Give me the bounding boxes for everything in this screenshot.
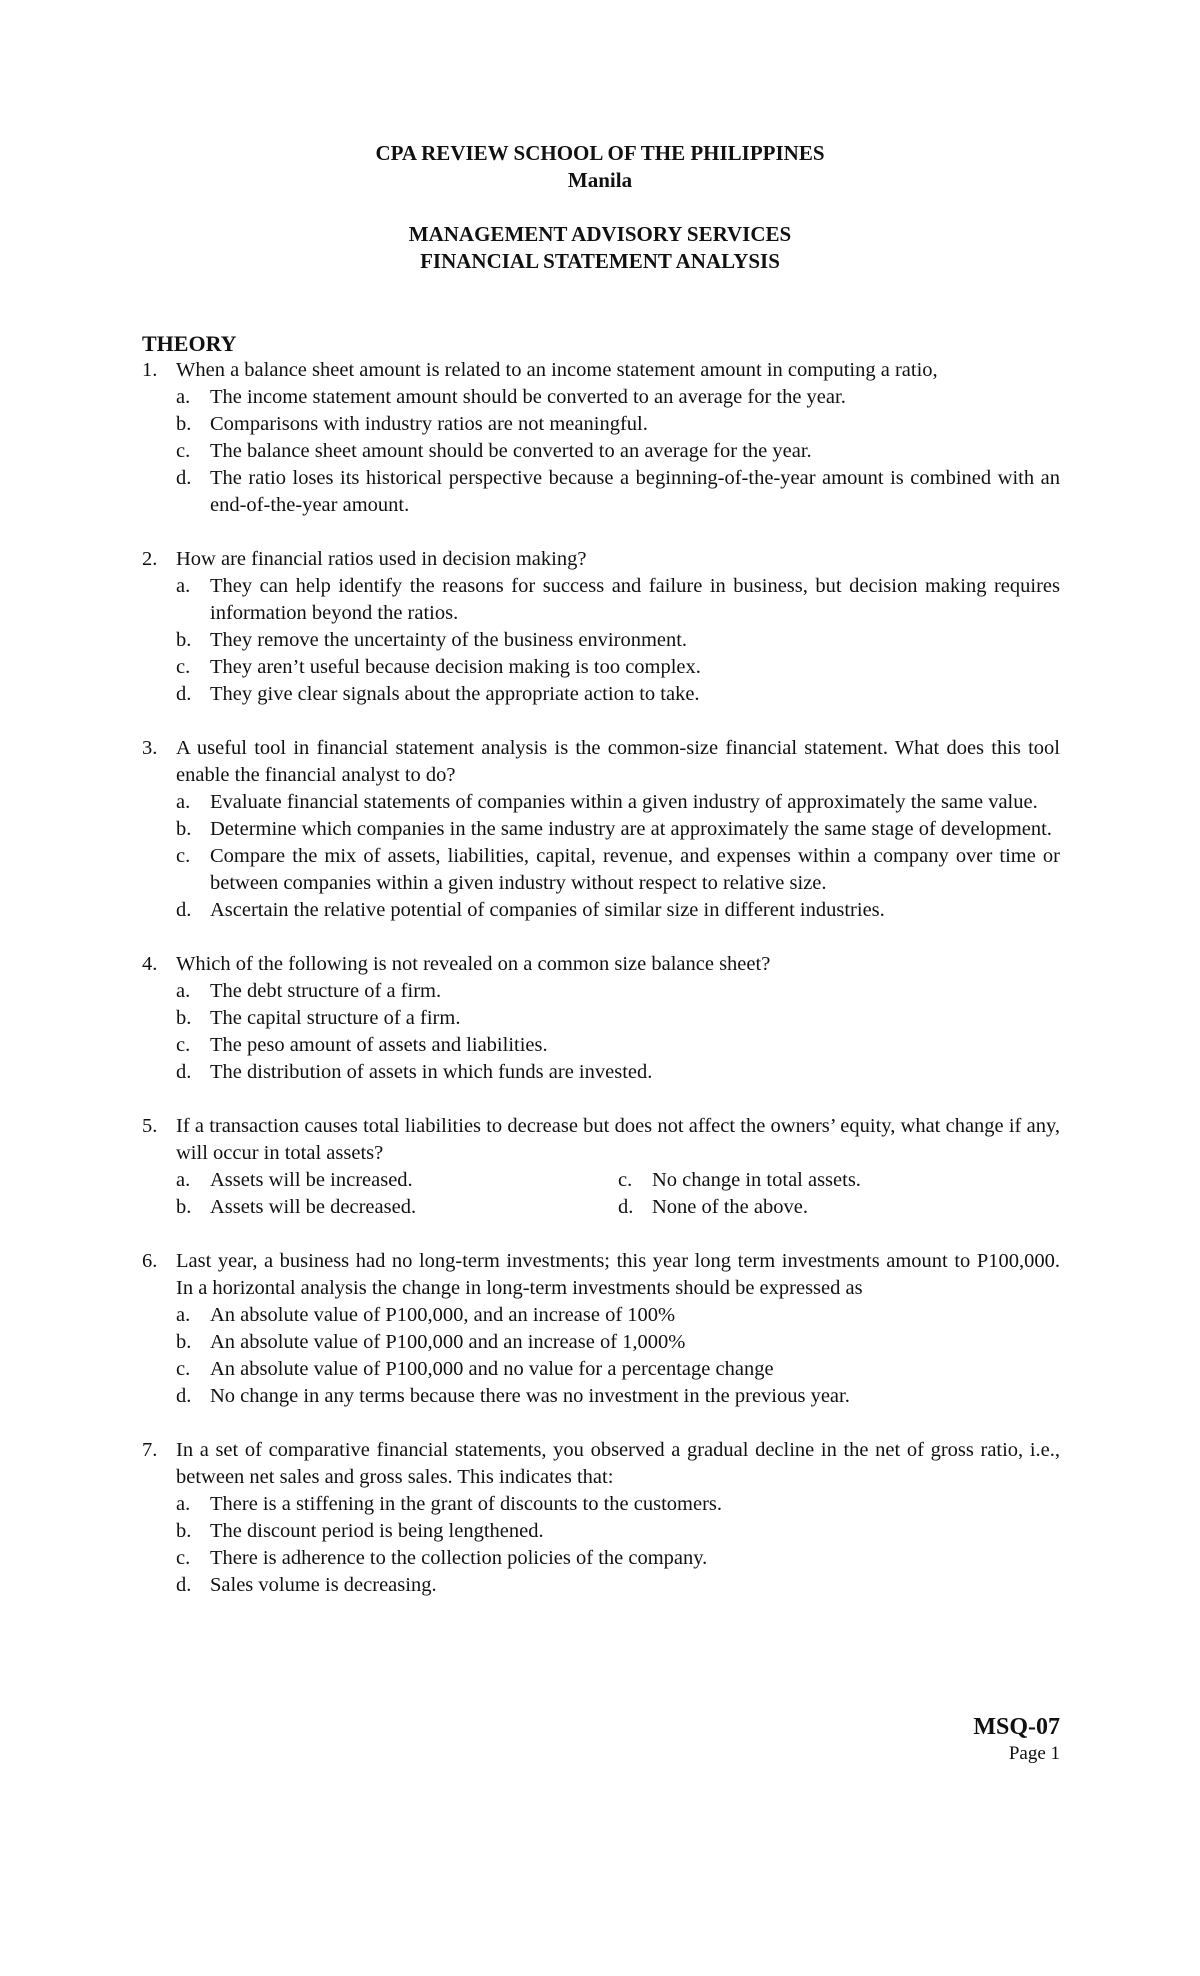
option-letter: c. bbox=[176, 845, 191, 867]
option-text: Sales volume is decreasing. bbox=[210, 1574, 437, 1596]
option-letter: a. bbox=[176, 386, 191, 408]
option-text: The distribution of assets in which funds are invested. bbox=[210, 1061, 653, 1083]
school-city: Manila bbox=[567, 168, 633, 192]
option-text: They aren’t useful because decision making is too complex. bbox=[210, 656, 701, 678]
option-text: The discount period is being lengthened. bbox=[210, 1520, 544, 1542]
option-text: Assets will be decreased. bbox=[210, 1196, 417, 1218]
question-2 bbox=[142, 546, 1060, 708]
question-number: 3. bbox=[142, 737, 158, 759]
option bbox=[176, 411, 1060, 438]
option-text: An absolute value of P100,000, and an increase of 100% bbox=[210, 1304, 676, 1326]
question-text: Last year, a business had no long-term investments; this year long term investments amount to P100,000. In a horizontal analysis the change in long-term investments should be expressed as bbox=[176, 1250, 1060, 1299]
question-number: 5. bbox=[142, 1115, 158, 1137]
document-header bbox=[0, 140, 1200, 275]
option-text: An absolute value of P100,000 and an increase of 1,000% bbox=[210, 1331, 686, 1353]
topic-title: FINANCIAL STATEMENT ANALYSIS bbox=[420, 249, 780, 273]
question-1 bbox=[142, 357, 1060, 519]
option-text: Ascertain the relative potential of companies of similar size in different industries. bbox=[210, 899, 885, 921]
option-text: No change in any terms because there was no investment in the previous year. bbox=[210, 1385, 850, 1407]
option-letter: d. bbox=[176, 899, 192, 921]
question-number: 6. bbox=[142, 1250, 158, 1272]
option-letter: b. bbox=[176, 413, 192, 435]
option bbox=[176, 1032, 1060, 1059]
page-number: Page 1 bbox=[1008, 1743, 1060, 1764]
question-number: 7. bbox=[142, 1439, 158, 1461]
option-letter: c. bbox=[176, 656, 191, 678]
question-text: How are financial ratios used in decision making? bbox=[176, 548, 587, 570]
option bbox=[176, 1194, 618, 1221]
option bbox=[176, 1356, 1060, 1383]
option-letter: b. bbox=[176, 1007, 192, 1029]
document-code: MSQ-07 bbox=[973, 1714, 1060, 1740]
option-letter: a. bbox=[176, 791, 191, 813]
option bbox=[176, 1545, 1060, 1572]
option bbox=[176, 681, 1060, 708]
question-7 bbox=[142, 1437, 1060, 1599]
option-letter: d. bbox=[176, 683, 192, 705]
option bbox=[176, 1491, 1060, 1518]
option-letter: a. bbox=[176, 1169, 191, 1191]
option bbox=[176, 1167, 618, 1194]
option bbox=[618, 1194, 1060, 1221]
option bbox=[176, 816, 1060, 843]
question-6 bbox=[142, 1248, 1060, 1410]
page-footer bbox=[973, 1712, 1060, 1766]
option-letter: c. bbox=[176, 1358, 191, 1380]
option-letter: d. bbox=[176, 1061, 192, 1083]
option bbox=[176, 573, 1060, 627]
option bbox=[176, 897, 1060, 924]
section-title: THEORY bbox=[142, 331, 237, 356]
option-text: The debt structure of a firm. bbox=[210, 980, 442, 1002]
question-4 bbox=[142, 951, 1060, 1086]
option bbox=[176, 1059, 1060, 1086]
question-3 bbox=[142, 735, 1060, 924]
question-number: 2. bbox=[142, 548, 158, 570]
question-text: If a transaction causes total liabilities to decrease but does not affect the owners’ equity, what change if any, will occur in total assets? bbox=[176, 1115, 1060, 1164]
option bbox=[176, 1572, 1060, 1599]
option-letter: a. bbox=[176, 575, 191, 597]
option-text: The capital structure of a firm. bbox=[210, 1007, 461, 1029]
option bbox=[176, 1329, 1060, 1356]
option-text: Determine which companies in the same industry are at approximately the same stage of development. bbox=[210, 818, 1052, 840]
option bbox=[176, 384, 1060, 411]
option-text: They give clear signals about the appropriate action to take. bbox=[210, 683, 700, 705]
option-text: Evaluate financial statements of companies within a given industry of approximately the same value. bbox=[210, 791, 1038, 813]
option-letter: c. bbox=[176, 1547, 191, 1569]
question-text: In a set of comparative financial statements, you observed a gradual decline in the net of gross ratio, i.e., between net sales and gross sales. This indicates that: bbox=[176, 1439, 1060, 1488]
option-letter: d. bbox=[176, 1385, 192, 1407]
option-letter: b. bbox=[176, 1196, 192, 1218]
question-number: 4. bbox=[142, 953, 158, 975]
option-text: The income statement amount should be converted to an average for the year. bbox=[210, 386, 846, 408]
option-text: There is adherence to the collection policies of the company. bbox=[210, 1547, 708, 1569]
question-text: A useful tool in financial statement analysis is the common-size financial statement. What does this tool enable the financial analyst to do? bbox=[176, 737, 1060, 786]
option-text: There is a stiffening in the grant of discounts to the customers. bbox=[210, 1493, 723, 1515]
option-letter: d. bbox=[176, 1574, 192, 1596]
question-5 bbox=[142, 1113, 1060, 1221]
option-letter: a. bbox=[176, 980, 191, 1002]
option bbox=[618, 1167, 1060, 1194]
option-grid bbox=[176, 1167, 1060, 1221]
option-text: The balance sheet amount should be converted to an average for the year. bbox=[210, 440, 812, 462]
option-text: Comparisons with industry ratios are not meaningful. bbox=[210, 413, 648, 435]
option bbox=[176, 978, 1060, 1005]
school-name: CPA REVIEW SCHOOL OF THE PHILIPPINES bbox=[375, 141, 825, 165]
option bbox=[176, 1005, 1060, 1032]
option-letter: b. bbox=[176, 1520, 192, 1542]
option-letter: b. bbox=[176, 629, 192, 651]
option-text: Assets will be increased. bbox=[210, 1169, 413, 1191]
question-text: When a balance sheet amount is related to an income statement amount in computing a ratio, bbox=[176, 359, 938, 381]
option bbox=[176, 654, 1060, 681]
option bbox=[176, 438, 1060, 465]
option-text: None of the above. bbox=[652, 1196, 808, 1218]
option bbox=[176, 1383, 1060, 1410]
option bbox=[176, 843, 1060, 897]
option-text: They remove the uncertainty of the business environment. bbox=[210, 629, 688, 651]
question-number: 1. bbox=[142, 359, 158, 381]
option bbox=[176, 465, 1060, 519]
option bbox=[176, 789, 1060, 816]
option-letter: c. bbox=[618, 1169, 633, 1191]
document-body bbox=[142, 330, 1060, 1626]
option bbox=[176, 1518, 1060, 1545]
option-letter: b. bbox=[176, 1331, 192, 1353]
option-letter: d. bbox=[176, 467, 192, 489]
option-letter: a. bbox=[176, 1304, 191, 1326]
question-text: Which of the following is not revealed on a common size balance sheet? bbox=[176, 953, 771, 975]
option-letter: b. bbox=[176, 818, 192, 840]
option-text: The peso amount of assets and liabilities. bbox=[210, 1034, 548, 1056]
option-letter: a. bbox=[176, 1493, 191, 1515]
option-text: An absolute value of P100,000 and no value for a percentage change bbox=[210, 1358, 774, 1380]
option-text: They can help identify the reasons for success and failure in business, but decision making requires information beyond the ratios. bbox=[210, 575, 1060, 624]
option-letter: c. bbox=[176, 1034, 191, 1056]
subject-title: MANAGEMENT ADVISORY SERVICES bbox=[408, 222, 792, 246]
option-letter: d. bbox=[618, 1196, 634, 1218]
option-text: The ratio loses its historical perspective because a beginning-of-the-year amount is combined with an end-of-the-year amount. bbox=[210, 467, 1060, 516]
option-text: Compare the mix of assets, liabilities, capital, revenue, and expenses within a company over time or between companies within a given industry without respect to relative size. bbox=[210, 845, 1060, 894]
option-letter: c. bbox=[176, 440, 191, 462]
option bbox=[176, 1302, 1060, 1329]
option bbox=[176, 627, 1060, 654]
option-text: No change in total assets. bbox=[652, 1169, 861, 1191]
